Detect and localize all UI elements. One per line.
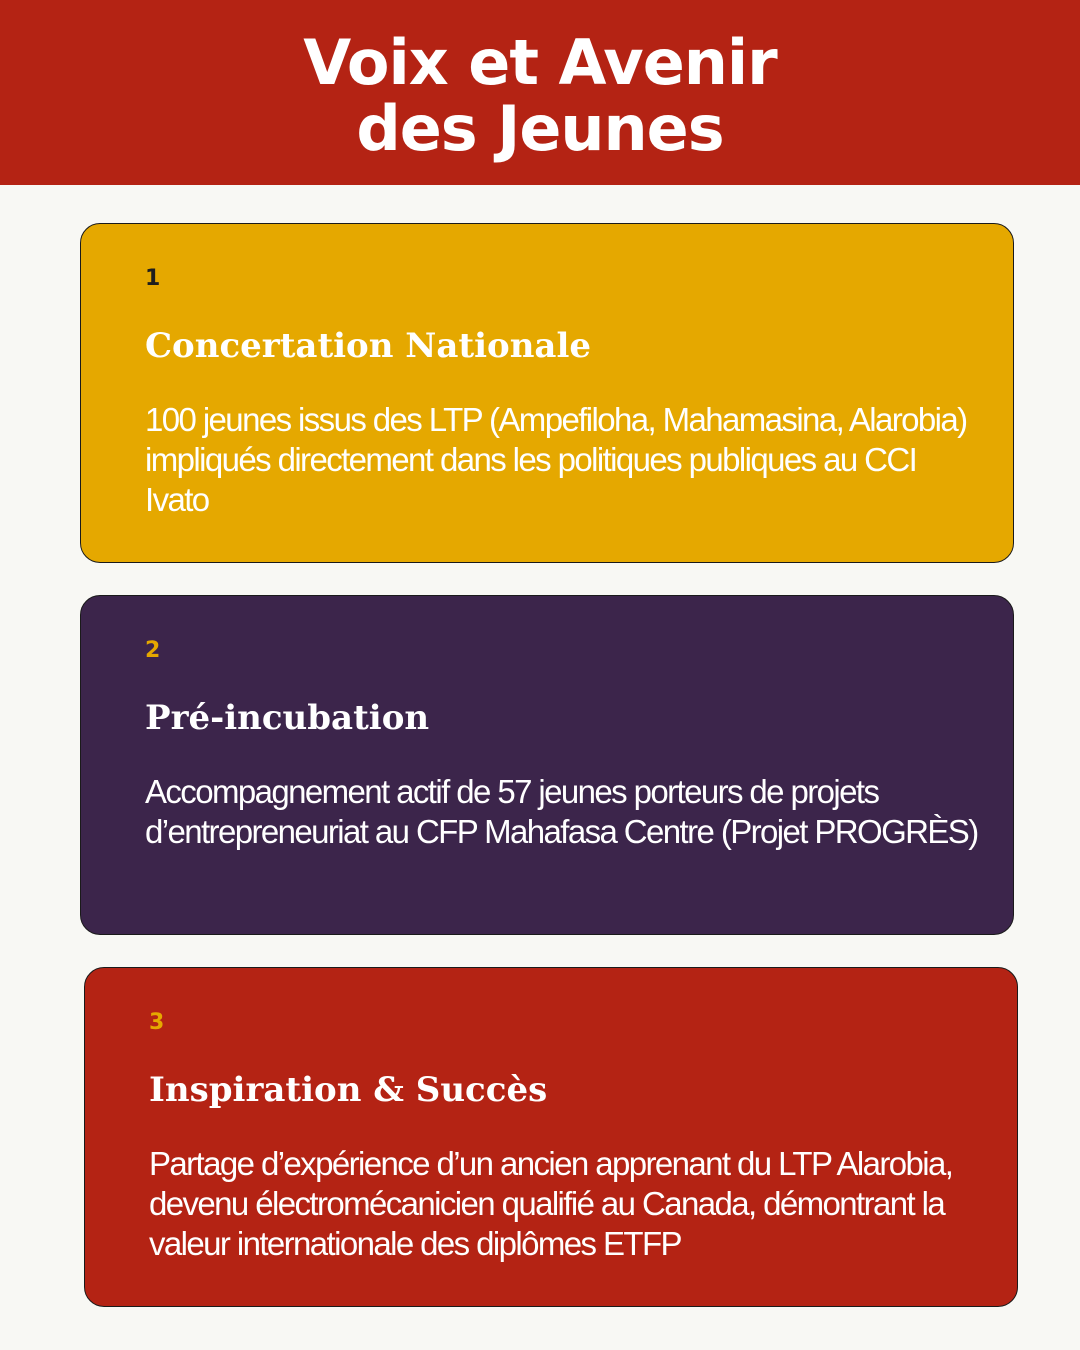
- card-number: 1: [145, 266, 161, 291]
- header-banner: [0, 0, 1080, 185]
- card-number: 2: [145, 638, 161, 663]
- card-pre-incubation: [80, 595, 1014, 935]
- page-title-line-2: des Jeunes: [356, 92, 724, 165]
- card-title: Concertation Nationale: [145, 326, 592, 366]
- card-title: Inspiration & Succès: [149, 1070, 548, 1110]
- card-number: 3: [149, 1010, 165, 1035]
- page-title-line-1: Voix et Avenir: [303, 26, 777, 99]
- card-text: Partage d’expérience d’un ancien apprenant du LTP Alarobia, devenu électromécanicien qualifié au Canada, démontrant la valeur internationale des diplômes ETFP: [149, 1145, 953, 1262]
- card-inspiration-succes: [84, 967, 1018, 1307]
- card-text: Accompagnement actif de 57 jeunes porteurs de projets d’entrepreneuriat au CFP Mahafasa Centre (Projet PROGRÈS): [145, 773, 978, 850]
- card-concertation-nationale: [80, 223, 1014, 563]
- card-title: Pré-incubation: [145, 698, 430, 738]
- card-text: 100 jeunes issus des LTP (Ampefiloha, Mahamasina, Alarobia) impliqués directement dans les politiques publiques au CCI Ivato: [145, 401, 967, 518]
- page-title: [0, 26, 1080, 165]
